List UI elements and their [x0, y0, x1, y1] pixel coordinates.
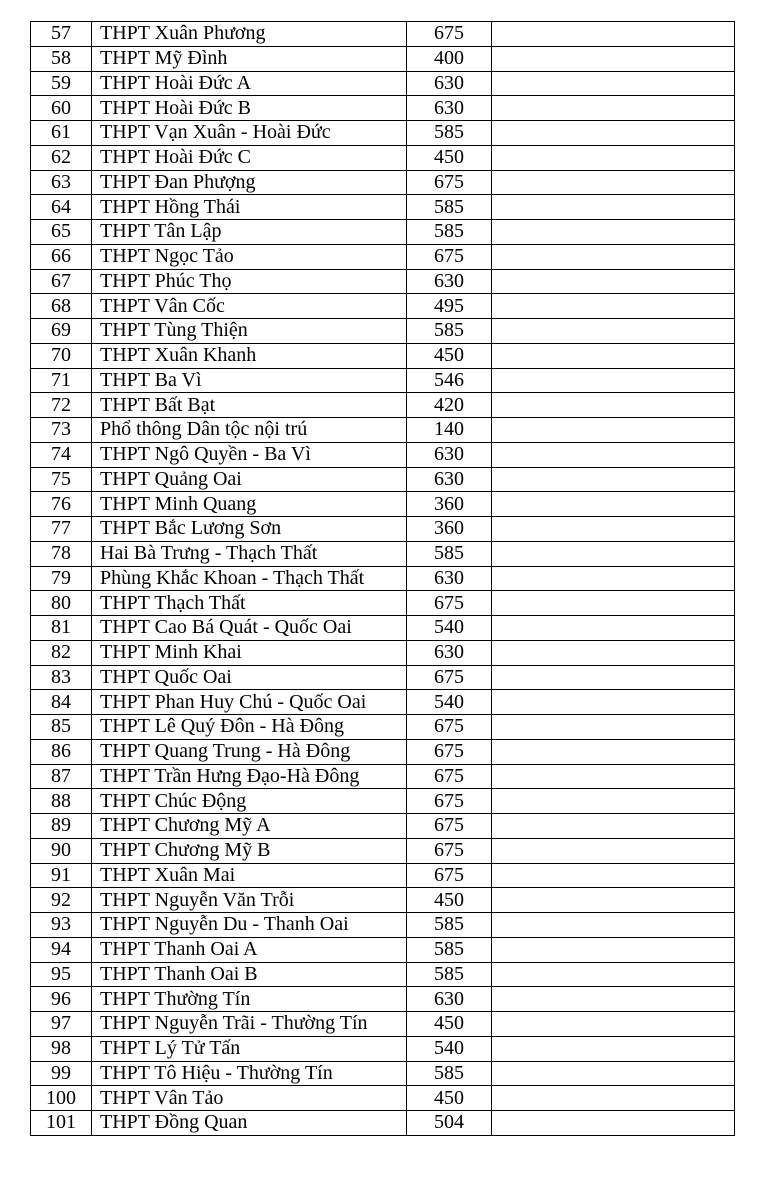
quota-cell: 585	[407, 541, 492, 566]
table-row	[31, 442, 735, 467]
table-row	[31, 591, 735, 616]
quota-cell: 360	[407, 492, 492, 517]
school-name-cell: THPT Nguyễn Văn Trỗi	[92, 888, 407, 913]
row-number-cell: 74	[31, 442, 92, 467]
quota-cell: 360	[407, 517, 492, 542]
school-name-cell: THPT Hoài Đức B	[92, 96, 407, 121]
row-number-cell: 80	[31, 591, 92, 616]
school-name-cell: THPT Ba Vì	[92, 368, 407, 393]
note-cell	[492, 220, 735, 245]
row-number-cell: 91	[31, 863, 92, 888]
row-number-cell: 65	[31, 220, 92, 245]
document-page	[30, 21, 734, 1136]
note-cell	[492, 22, 735, 47]
note-cell	[492, 838, 735, 863]
row-number-cell: 67	[31, 269, 92, 294]
school-name-cell: THPT Quốc Oai	[92, 665, 407, 690]
row-number-cell: 89	[31, 814, 92, 839]
table-row	[31, 616, 735, 641]
note-cell	[492, 145, 735, 170]
row-number-cell: 57	[31, 22, 92, 47]
row-number-cell: 71	[31, 368, 92, 393]
school-name-cell: THPT Bất Bạt	[92, 393, 407, 418]
school-name-cell: THPT Chương Mỹ A	[92, 814, 407, 839]
row-number-cell: 94	[31, 937, 92, 962]
school-name-cell: THPT Tô Hiệu - Thường Tín	[92, 1061, 407, 1086]
table-row	[31, 1036, 735, 1061]
table-row	[31, 170, 735, 195]
note-cell	[492, 343, 735, 368]
note-cell	[492, 517, 735, 542]
school-name-cell: Phùng Khắc Khoan - Thạch Thất	[92, 566, 407, 591]
quota-cell: 450	[407, 343, 492, 368]
note-cell	[492, 121, 735, 146]
quota-cell: 630	[407, 987, 492, 1012]
table-row	[31, 1086, 735, 1111]
table-row	[31, 1012, 735, 1037]
table-row	[31, 145, 735, 170]
quota-cell: 450	[407, 1086, 492, 1111]
row-number-cell: 96	[31, 987, 92, 1012]
note-cell	[492, 888, 735, 913]
table-row	[31, 269, 735, 294]
row-number-cell: 93	[31, 913, 92, 938]
school-name-cell: THPT Cao Bá Quát - Quốc Oai	[92, 616, 407, 641]
table-row	[31, 838, 735, 863]
school-quota-table	[30, 21, 735, 1136]
row-number-cell: 81	[31, 616, 92, 641]
quota-cell: 540	[407, 1036, 492, 1061]
table-row	[31, 814, 735, 839]
row-number-cell: 64	[31, 195, 92, 220]
note-cell	[492, 492, 735, 517]
school-name-cell: THPT Phúc Thọ	[92, 269, 407, 294]
note-cell	[492, 1061, 735, 1086]
note-cell	[492, 987, 735, 1012]
quota-cell: 630	[407, 442, 492, 467]
row-number-cell: 76	[31, 492, 92, 517]
row-number-cell: 88	[31, 789, 92, 814]
school-name-cell: THPT Thanh Oai A	[92, 937, 407, 962]
table-row	[31, 987, 735, 1012]
school-name-cell: THPT Bắc Lương Sơn	[92, 517, 407, 542]
note-cell	[492, 789, 735, 814]
note-cell	[492, 1036, 735, 1061]
school-name-cell: THPT Tùng Thiện	[92, 319, 407, 344]
row-number-cell: 77	[31, 517, 92, 542]
row-number-cell: 90	[31, 838, 92, 863]
school-name-cell: Hai Bà Trưng - Thạch Thất	[92, 541, 407, 566]
school-name-cell: THPT Lý Tử Tấn	[92, 1036, 407, 1061]
note-cell	[492, 913, 735, 938]
school-name-cell: THPT Ngọc Tảo	[92, 244, 407, 269]
school-name-cell: THPT Chương Mỹ B	[92, 838, 407, 863]
note-cell	[492, 1012, 735, 1037]
table-row	[31, 1111, 735, 1136]
row-number-cell: 82	[31, 640, 92, 665]
school-name-cell: THPT Vạn Xuân - Hoài Đức	[92, 121, 407, 146]
table-row	[31, 937, 735, 962]
table-row	[31, 96, 735, 121]
note-cell	[492, 1086, 735, 1111]
school-name-cell: THPT Trần Hưng Đạo-Hà Đông	[92, 764, 407, 789]
school-name-cell: Phổ thông Dân tộc nội trú	[92, 418, 407, 443]
school-name-cell: THPT Xuân Mai	[92, 863, 407, 888]
school-name-cell: THPT Lê Quý Đôn - Hà Đông	[92, 715, 407, 740]
school-name-cell: THPT Hoài Đức C	[92, 145, 407, 170]
school-name-cell: THPT Ngô Quyền - Ba Vì	[92, 442, 407, 467]
note-cell	[492, 1111, 735, 1136]
quota-cell: 585	[407, 195, 492, 220]
quota-cell: 450	[407, 1012, 492, 1037]
note-cell	[492, 739, 735, 764]
note-cell	[492, 962, 735, 987]
quota-cell: 495	[407, 294, 492, 319]
quota-cell: 585	[407, 962, 492, 987]
row-number-cell: 79	[31, 566, 92, 591]
table-row	[31, 566, 735, 591]
school-name-cell: THPT Phan Huy Chú - Quốc Oai	[92, 690, 407, 715]
school-name-cell: THPT Tân Lập	[92, 220, 407, 245]
table-row	[31, 640, 735, 665]
quota-cell: 546	[407, 368, 492, 393]
quota-cell: 585	[407, 1061, 492, 1086]
table-row	[31, 764, 735, 789]
school-name-cell: THPT Vân Cốc	[92, 294, 407, 319]
table-row	[31, 492, 735, 517]
school-name-cell: THPT Minh Khai	[92, 640, 407, 665]
quota-cell: 585	[407, 319, 492, 344]
note-cell	[492, 937, 735, 962]
quota-cell: 675	[407, 715, 492, 740]
school-name-cell: THPT Thạch Thất	[92, 591, 407, 616]
row-number-cell: 60	[31, 96, 92, 121]
note-cell	[492, 269, 735, 294]
row-number-cell: 61	[31, 121, 92, 146]
school-name-cell: THPT Thanh Oai B	[92, 962, 407, 987]
school-name-cell: THPT Minh Quang	[92, 492, 407, 517]
table-row	[31, 195, 735, 220]
note-cell	[492, 294, 735, 319]
note-cell	[492, 690, 735, 715]
quota-cell: 540	[407, 616, 492, 641]
row-number-cell: 63	[31, 170, 92, 195]
school-name-cell: THPT Mỹ Đình	[92, 46, 407, 71]
quota-cell: 585	[407, 220, 492, 245]
note-cell	[492, 863, 735, 888]
row-number-cell: 83	[31, 665, 92, 690]
row-number-cell: 86	[31, 739, 92, 764]
note-cell	[492, 71, 735, 96]
table-row	[31, 368, 735, 393]
row-number-cell: 75	[31, 467, 92, 492]
note-cell	[492, 319, 735, 344]
note-cell	[492, 368, 735, 393]
quota-cell: 585	[407, 937, 492, 962]
note-cell	[492, 764, 735, 789]
note-cell	[492, 467, 735, 492]
table-row	[31, 46, 735, 71]
note-cell	[492, 442, 735, 467]
row-number-cell: 66	[31, 244, 92, 269]
quota-cell: 675	[407, 170, 492, 195]
note-cell	[492, 665, 735, 690]
row-number-cell: 62	[31, 145, 92, 170]
table-row	[31, 715, 735, 740]
table-row	[31, 467, 735, 492]
row-number-cell: 99	[31, 1061, 92, 1086]
school-name-cell: THPT Nguyễn Du - Thanh Oai	[92, 913, 407, 938]
row-number-cell: 69	[31, 319, 92, 344]
quota-cell: 540	[407, 690, 492, 715]
row-number-cell: 84	[31, 690, 92, 715]
row-number-cell: 59	[31, 71, 92, 96]
note-cell	[492, 418, 735, 443]
table-body	[31, 22, 735, 1136]
table-row	[31, 319, 735, 344]
quota-cell: 140	[407, 418, 492, 443]
row-number-cell: 73	[31, 418, 92, 443]
quota-cell: 630	[407, 640, 492, 665]
quota-cell: 675	[407, 739, 492, 764]
school-name-cell: THPT Quảng Oai	[92, 467, 407, 492]
school-name-cell: THPT Nguyễn Trãi - Thường Tín	[92, 1012, 407, 1037]
note-cell	[492, 244, 735, 269]
quota-cell: 585	[407, 121, 492, 146]
table-row	[31, 22, 735, 47]
quota-cell: 675	[407, 764, 492, 789]
row-number-cell: 101	[31, 1111, 92, 1136]
row-number-cell: 85	[31, 715, 92, 740]
row-number-cell: 100	[31, 1086, 92, 1111]
table-row	[31, 244, 735, 269]
school-name-cell: THPT Hồng Thái	[92, 195, 407, 220]
quota-cell: 675	[407, 244, 492, 269]
note-cell	[492, 715, 735, 740]
table-row	[31, 71, 735, 96]
note-cell	[492, 814, 735, 839]
quota-cell: 675	[407, 789, 492, 814]
table-row	[31, 863, 735, 888]
quota-cell: 630	[407, 467, 492, 492]
row-number-cell: 70	[31, 343, 92, 368]
table-row	[31, 517, 735, 542]
table-row	[31, 343, 735, 368]
school-name-cell: THPT Xuân Khanh	[92, 343, 407, 368]
note-cell	[492, 591, 735, 616]
quota-cell: 450	[407, 145, 492, 170]
note-cell	[492, 170, 735, 195]
table-row	[31, 913, 735, 938]
note-cell	[492, 616, 735, 641]
table-row	[31, 888, 735, 913]
note-cell	[492, 46, 735, 71]
row-number-cell: 97	[31, 1012, 92, 1037]
note-cell	[492, 195, 735, 220]
quota-cell: 675	[407, 22, 492, 47]
note-cell	[492, 541, 735, 566]
school-name-cell: THPT Vân Tảo	[92, 1086, 407, 1111]
note-cell	[492, 566, 735, 591]
school-name-cell: THPT Đan Phượng	[92, 170, 407, 195]
table-row	[31, 393, 735, 418]
table-row	[31, 541, 735, 566]
school-name-cell: THPT Xuân Phương	[92, 22, 407, 47]
row-number-cell: 92	[31, 888, 92, 913]
table-row	[31, 418, 735, 443]
quota-cell: 675	[407, 814, 492, 839]
quota-cell: 675	[407, 665, 492, 690]
quota-cell: 675	[407, 838, 492, 863]
quota-cell: 630	[407, 566, 492, 591]
school-name-cell: THPT Thường Tín	[92, 987, 407, 1012]
school-name-cell: THPT Chúc Động	[92, 789, 407, 814]
row-number-cell: 58	[31, 46, 92, 71]
quota-cell: 400	[407, 46, 492, 71]
quota-cell: 420	[407, 393, 492, 418]
table-row	[31, 121, 735, 146]
school-name-cell: THPT Hoài Đức A	[92, 71, 407, 96]
table-row	[31, 665, 735, 690]
note-cell	[492, 96, 735, 121]
row-number-cell: 98	[31, 1036, 92, 1061]
school-name-cell: THPT Quang Trung - Hà Đông	[92, 739, 407, 764]
quota-cell: 630	[407, 96, 492, 121]
quota-cell: 630	[407, 71, 492, 96]
quota-cell: 675	[407, 591, 492, 616]
quota-cell: 504	[407, 1111, 492, 1136]
row-number-cell: 68	[31, 294, 92, 319]
table-row	[31, 690, 735, 715]
row-number-cell: 95	[31, 962, 92, 987]
school-name-cell: THPT Đồng Quan	[92, 1111, 407, 1136]
table-row	[31, 220, 735, 245]
table-row	[31, 1061, 735, 1086]
note-cell	[492, 393, 735, 418]
table-row	[31, 789, 735, 814]
quota-cell: 630	[407, 269, 492, 294]
table-row	[31, 294, 735, 319]
table-row	[31, 739, 735, 764]
row-number-cell: 72	[31, 393, 92, 418]
row-number-cell: 87	[31, 764, 92, 789]
table-row	[31, 962, 735, 987]
quota-cell: 585	[407, 913, 492, 938]
row-number-cell: 78	[31, 541, 92, 566]
quota-cell: 675	[407, 863, 492, 888]
note-cell	[492, 640, 735, 665]
quota-cell: 450	[407, 888, 492, 913]
